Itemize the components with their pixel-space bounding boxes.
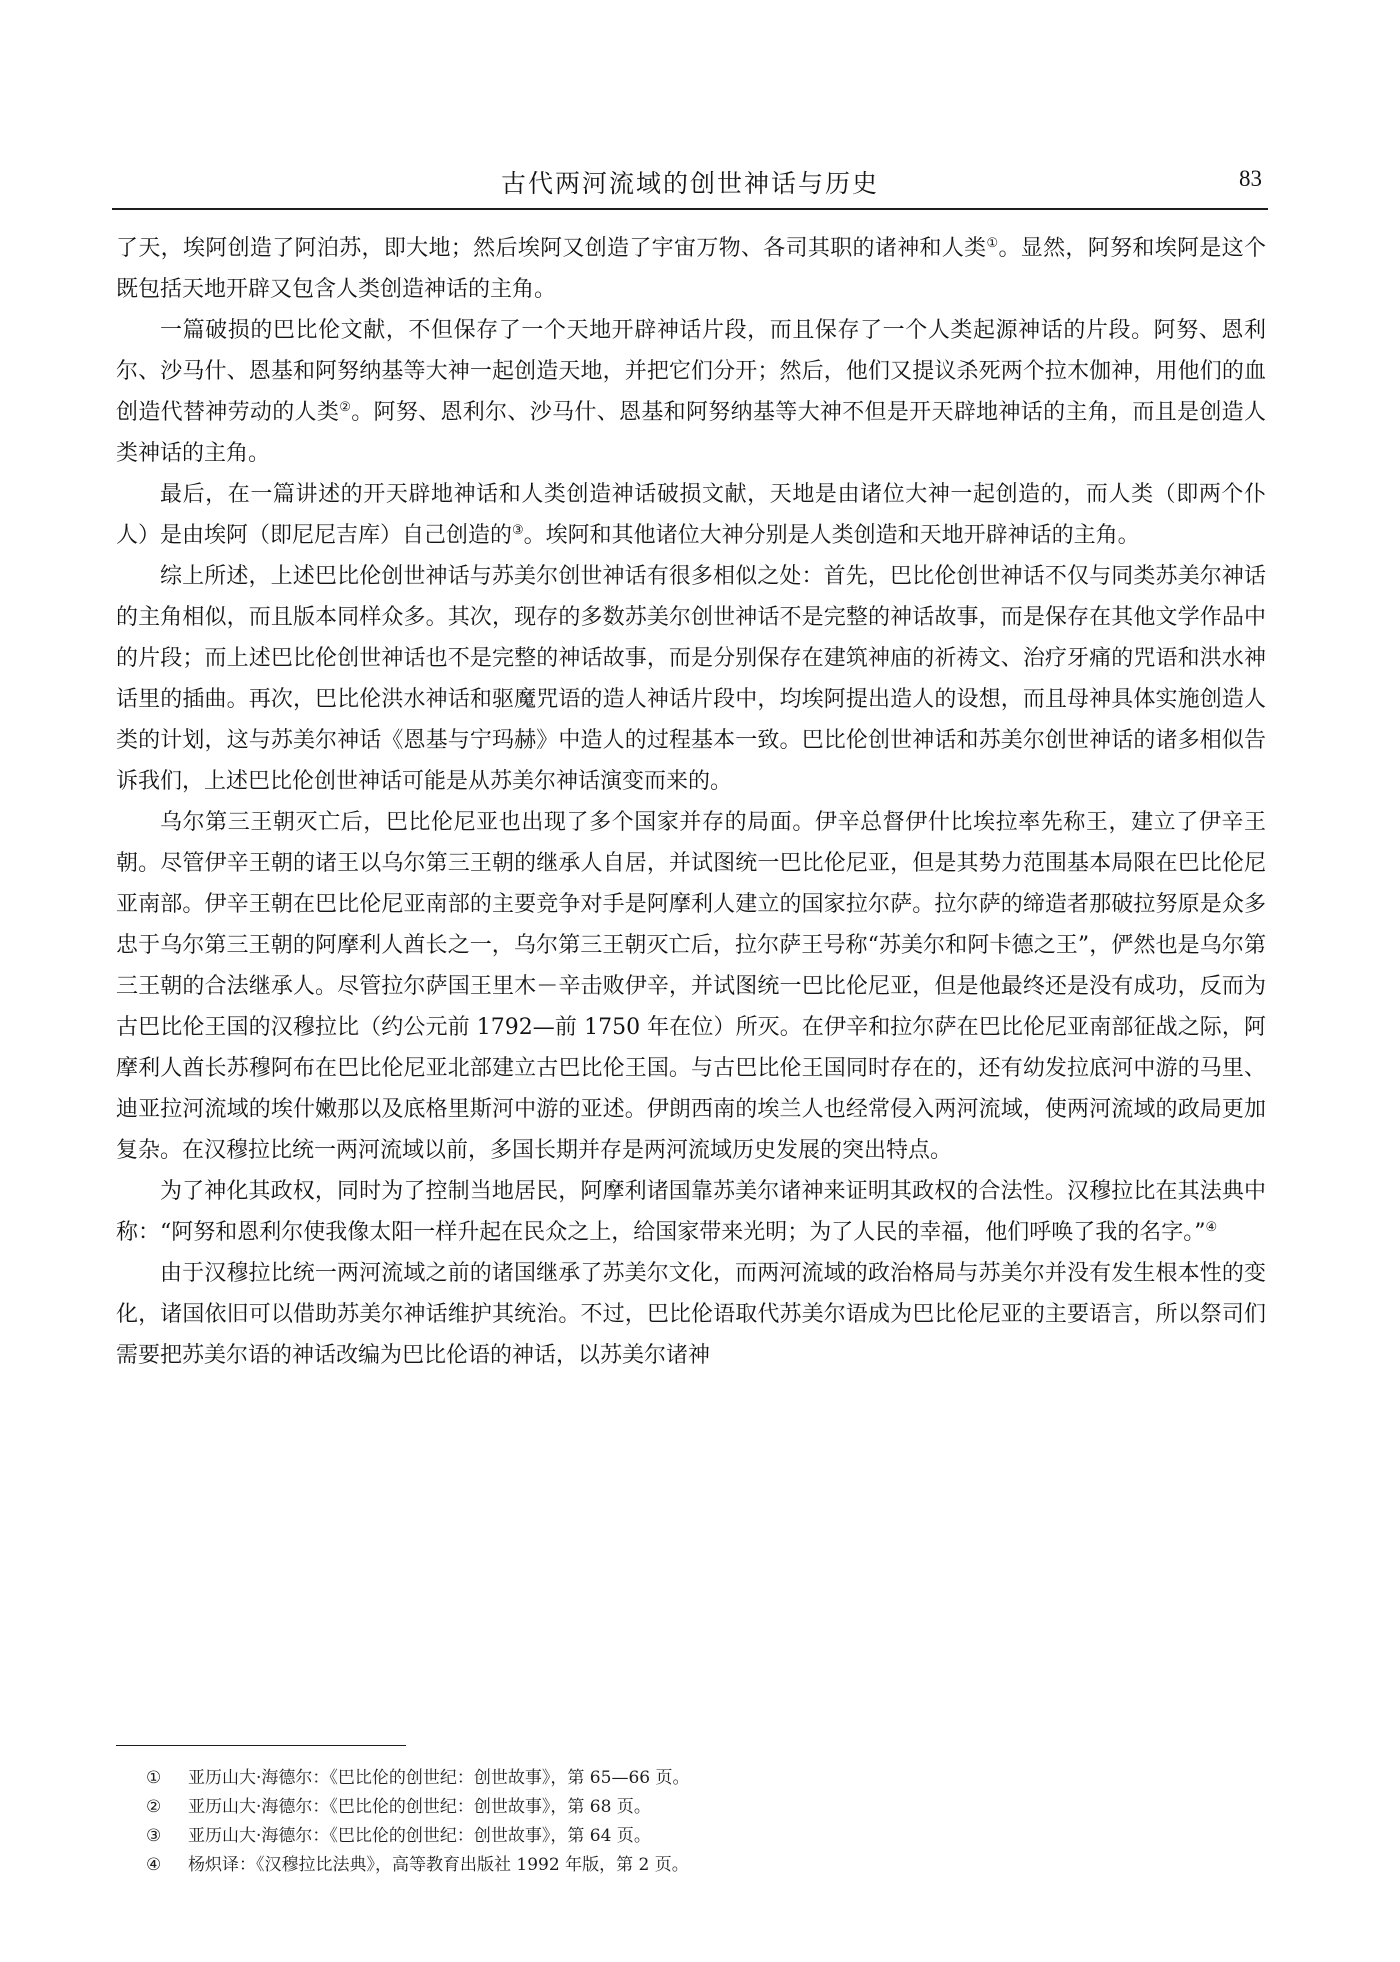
footnote-rule bbox=[116, 1745, 406, 1746]
footnote-ref-4[interactable]: ④ bbox=[1205, 1220, 1218, 1235]
paragraph-7: 由于汉穆拉比统一两河流域之前的诸国继承了苏美尔文化，而两河流域的政治格局与苏美尔并没有发生根本性的变化，诸国依旧可以借助苏美尔神话维护其统治。不过，巴比伦语取代苏美尔语成为巴比伦尼亚的主要语言，所以祭司们需要把苏美尔语的神话改编为巴比伦语的神话，以苏美尔诸神 bbox=[116, 1261, 1266, 1368]
paragraph-1-text-b: 。显然，阿努和埃阿是这个既包括天地开辟又包含人类创造神话的主角。 bbox=[116, 236, 1266, 302]
footnote-mark: ④ bbox=[146, 1855, 162, 1875]
paragraph-1-text-a: 了天，埃阿创造了阿泊苏，即大地；然后埃阿又创造了宇宙万物、各司其职的诸神和人类 bbox=[116, 236, 987, 261]
paragraph-3-text-a: 最后，在一篇讲述的开天辟地神话和人类创造神话破损文献，天地是由诸位大神一起创造的，而人类（即两个仆人）是由埃阿（即尼尼吉库）自己创造的 bbox=[116, 482, 1266, 548]
header-rule bbox=[112, 208, 1268, 210]
footnote-text: 亚历山大·海德尔：《巴比伦的创世纪：创世故事》，第 68 页。 bbox=[188, 1797, 651, 1817]
paragraph-2-text-b: 。阿努、恩利尔、沙马什、恩基和阿努纳基等大神不但是开天辟地神话的主角，而且是创造人类神话的主角。 bbox=[116, 400, 1266, 466]
paragraph-6-text-a: 为了神化其政权，同时为了控制当地居民，阿摩利诸国靠苏美尔诸神来证明其政权的合法性。汉穆拉比在其法典中称：“阿努和恩利尔使我像太阳一样升起在民众之上，给国家带来光明；为了人民的幸福，他们呼唤了我的名字。” bbox=[116, 1179, 1266, 1245]
paragraph-2-text-a: 一篇破损的巴比伦文献，不但保存了一个天地开辟神话片段，而且保存了一个人类起源神话的片段。阿努、恩利尔、沙马什、恩基和阿努纳基等大神一起创造天地，并把它们分开；然后，他们又提议杀死两个拉木伽神，用他们的血创造代替神劳动的人类 bbox=[116, 318, 1266, 425]
paragraph-1 bbox=[116, 228, 1266, 310]
paragraph-6 bbox=[116, 1171, 1266, 1253]
footnote-3 bbox=[146, 1822, 1146, 1851]
footnote-mark: ③ bbox=[146, 1826, 162, 1846]
paragraph-3-text-b: 。埃阿和其他诸位大神分别是人类创造和天地开辟神话的主角。 bbox=[523, 523, 1140, 548]
footnote-ref-1[interactable]: ① bbox=[986, 236, 999, 251]
body-text bbox=[116, 228, 1266, 1376]
page-header bbox=[112, 160, 1268, 208]
footnote-ref-2[interactable]: ② bbox=[339, 400, 352, 415]
paragraph-3 bbox=[116, 474, 1266, 556]
footnote-ref-3[interactable]: ③ bbox=[512, 523, 524, 538]
footnote-text: 杨炽译：《汉穆拉比法典》，高等教育出版社 1992 年版，第 2 页。 bbox=[188, 1855, 689, 1875]
paragraph-5: 乌尔第三王朝灭亡后，巴比伦尼亚也出现了多个国家并存的局面。伊辛总督伊什比埃拉率先称王，建立了伊辛王朝。尽管伊辛王朝的诸王以乌尔第三王朝的继承人自居，并试图统一巴比伦尼亚，但是其势力范围基本局限在巴比伦尼亚南部。伊辛王朝在巴比伦尼亚南部的主要竞争对手是阿摩利人建立的国家拉尔萨。拉尔萨的缔造者那破拉努原是众多忠于乌尔第三王朝的阿摩利人酋长之一，乌尔第三王朝灭亡后，拉尔萨王号称“苏美尔和阿卡德之王”，俨然也是乌尔第三王朝的合法继承人。尽管拉尔萨国王里木－辛击败伊辛，并试图统一巴比伦尼亚，但是他最终还是没有成功，反而为古巴比伦王国的汉穆拉比（约公元前 1792—前 1750 年在位）所灭。在伊辛和拉尔萨在巴比伦尼亚南部征战之际，阿摩利人酋长苏穆阿布在巴比伦尼亚北部建立古巴比伦王国。与古巴比伦王国同时存在的，还有幼发拉底河中游的马里、迪亚拉河流域的埃什嫩那以及底格里斯河中游的亚述。伊朗西南的埃兰人也经常侵入两河流域，使两河流域的政局更加复杂。在汉穆拉比统一两河流域以前，多国长期并存是两河流域历史发展的突出特点。 bbox=[116, 810, 1266, 1163]
footnote-mark: ② bbox=[146, 1797, 162, 1817]
page-number: 83 bbox=[1239, 166, 1262, 191]
footnote-4 bbox=[146, 1851, 1146, 1880]
footnote-2 bbox=[146, 1793, 1146, 1822]
footnote-mark: ① bbox=[146, 1768, 162, 1788]
footnote-1 bbox=[146, 1764, 1146, 1793]
paragraph-2 bbox=[116, 310, 1266, 474]
paragraph-4: 综上所述，上述巴比伦创世神话与苏美尔创世神话有很多相似之处：首先，巴比伦创世神话不仅与同类苏美尔神话的主角相似，而且版本同样众多。其次，现存的多数苏美尔创世神话不是完整的神话故事，而是保存在其他文学作品中的片段；而上述巴比伦创世神话也不是完整的神话故事，而是分别保存在建筑神庙的祈祷文、治疗牙痛的咒语和洪水神话里的插曲。再次，巴比伦洪水神话和驱魔咒语的造人神话片段中，均埃阿提出造人的设想，而且母神具体实施创造人类的计划，这与苏美尔神话《恩基与宁玛赫》中造人的过程基本一致。巴比伦创世神话和苏美尔创世神话的诸多相似告诉我们，上述巴比伦创世神话可能是从苏美尔神话演变而来的。 bbox=[116, 564, 1266, 794]
running-title: 古代两河流域的创世神话与历史 bbox=[500, 169, 879, 198]
footnote-text: 亚历山大·海德尔：《巴比伦的创世纪：创世故事》，第 65—66 页。 bbox=[188, 1768, 690, 1788]
footnotes bbox=[146, 1764, 1146, 1880]
footnote-text: 亚历山大·海德尔：《巴比伦的创世纪：创世故事》，第 64 页。 bbox=[188, 1826, 651, 1846]
